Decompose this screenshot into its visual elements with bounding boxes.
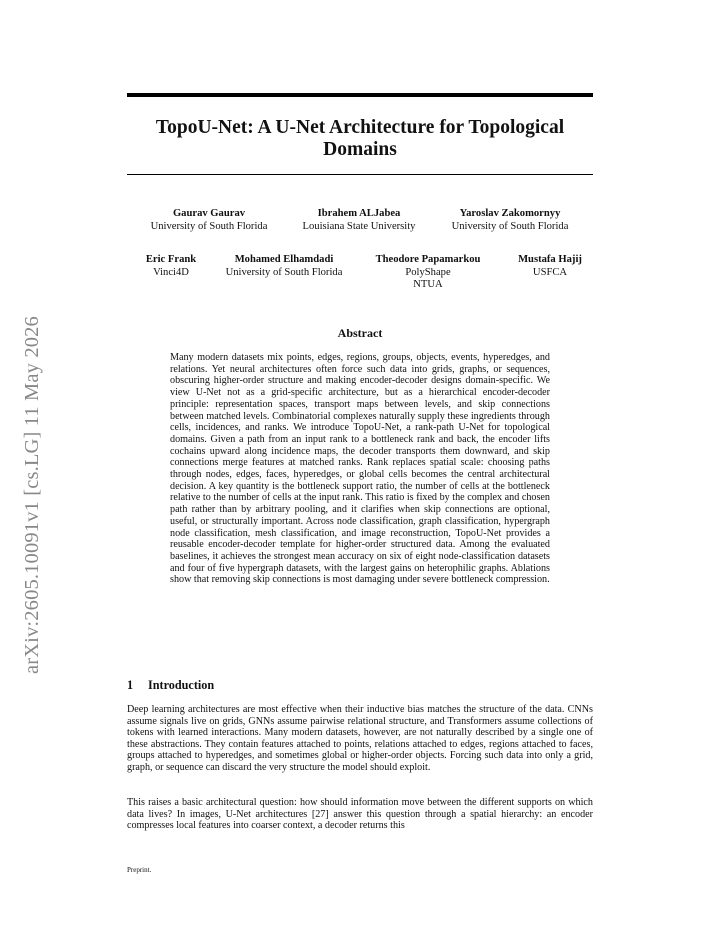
author-block (290, 208, 428, 233)
author-name: Gaurav Gaurav (172, 208, 246, 219)
preprint-footer: Preprint. (127, 866, 152, 874)
arxiv-identifier-stamp (19, 258, 45, 674)
abstract-heading: Abstract (337, 326, 383, 340)
arxiv-identifier-text: arXiv:2605.10091v1 [cs.LG] 11 May 2026 (21, 316, 43, 674)
author-block (139, 208, 279, 233)
author-affiliation: University of South Florida (150, 220, 268, 232)
author-affiliation: University of South Florida (451, 220, 569, 232)
author-affiliation: USFCA (532, 266, 568, 278)
author-name: Ibrahem ALJabea (317, 208, 401, 219)
body-paragraph: This raises a basic architectural question: how should information move between the different supports on which data lives? In images, U-Net architectures [27] answer this question through a spatial hierarchy: an encoder compresses local features into coarser context, a decoder returns this (127, 797, 593, 832)
author-name: Mustafa Hajij (518, 254, 582, 265)
author-name: Eric Frank (145, 254, 197, 265)
author-block (364, 254, 492, 292)
author-name: Mohamed Elhamdadi (234, 254, 334, 265)
paper-title: TopoU-Net: A U-Net Architecture for Topological Domains (155, 117, 565, 160)
author-affiliation-secondary: NTUA (413, 279, 443, 290)
title-top-rule (127, 93, 593, 97)
author-affiliation: Louisiana State University (302, 220, 416, 232)
author-affiliation: PolyShape (405, 266, 451, 278)
author-block (135, 254, 207, 279)
abstract-text: Many modern datasets mix points, edges, regions, groups, objects, events, hyperedges, and relations. Yet neural architectures often force such data into grids, graphs, or sequences, obscuring higher-order structure and making encoder-decoder designs domain-specific. We view U-Net not as a grid-specific architecture, but as a hierarchical encoder-decoder principle: representation spaces, transport maps between levels, and skip connections between matched levels. Combinatorial complexes naturally supply these ingredients through cells, incidences, and ranks. We introduce TopoU-Net, a rank-path U-Net for topological domains. Given a path from an input rank to a bottleneck rank and back, the encoder lifts cochains upward along incidence maps, the decoder transports them downward, and skip connections merge features at matched ranks. Rank replaces spatial scale: choosing paths through nodes, edges, faces, hyperedges, or global cells becomes the central architectural decision. A key quantity is the bottleneck support ratio, the number of cells at the bottleneck relative to the number of cells at the input rank. This ratio is fixed by the complex and chosen path rather than by arbitrary pooling, and it clarifies when skip connections are optional, useful, or structurally important. Across node classification, graph classification, hypergraph node classification, mesh classification, and image reconstruction, TopoU-Net provides a reusable encoder-decoder template for higher-order structured data. Among the evaluated baselines, it achieves the strongest mean accuracy on six of eight node-classification datasets and four of five hypergraph datasets, with the largest gains on heterophilic graphs. Ablations show that removing skip connections is most damaging under severe bottleneck compression. (170, 352, 550, 586)
author-affiliation: University of South Florida (225, 266, 343, 278)
author-block (442, 208, 578, 233)
section-title: Introduction (148, 678, 215, 692)
author-block (504, 254, 596, 279)
author-block (214, 254, 354, 279)
section-number: 1 (127, 678, 134, 692)
section-heading (127, 678, 214, 693)
author-affiliation: Vinci4D (153, 266, 189, 278)
body-paragraph: Deep learning architectures are most effective when their inductive bias matches the structure of the data. CNNs assume signals live on grids, GNNs assume pairwise relational structure, and Transformers assume collections of tokens with learned interactions. Many modern datasets, however, are not naturally described by a single one of these abstractions. They contain features attached to points, relations attached to edges, regions attached to faces, groups attached to hyperedges, and sometimes global or higher-order objects. Forcing such data into only a grid, graph, or sequence can discard the very structure the model should exploit. (127, 704, 593, 773)
title-bottom-rule (127, 174, 593, 175)
author-name: Yaroslav Zakomornyy (459, 208, 561, 219)
author-name: Theodore Papamarkou (375, 254, 481, 265)
